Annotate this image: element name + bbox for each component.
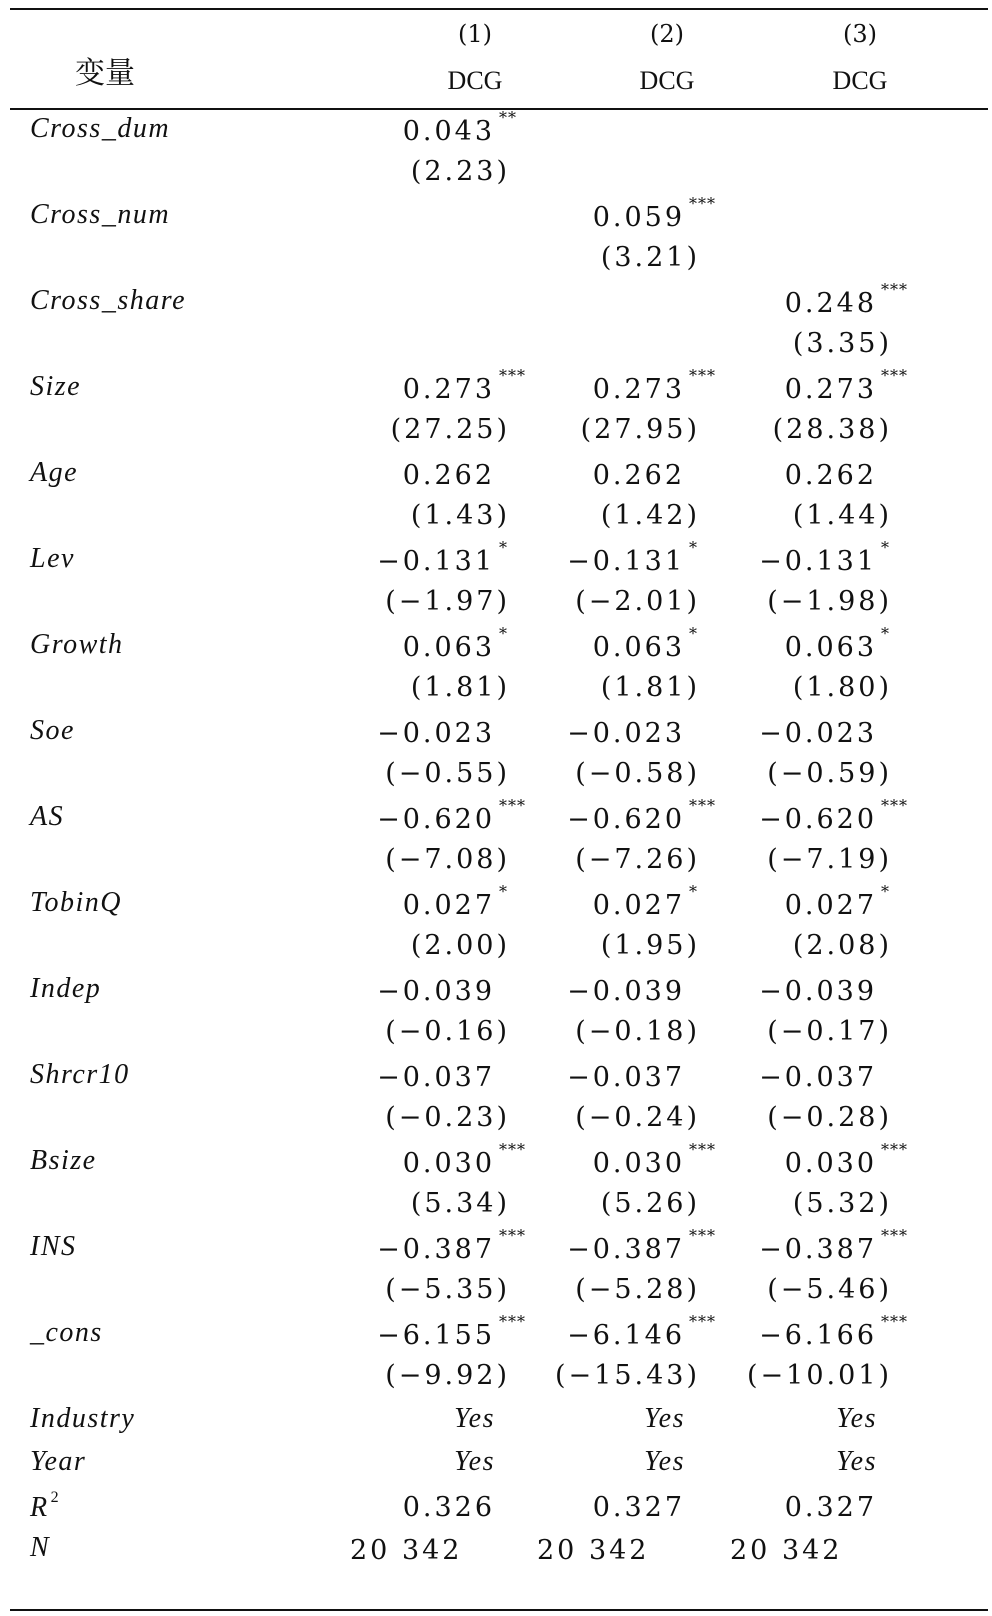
t-statistic: (−15.43) xyxy=(555,1360,700,1391)
t-statistic: (1.44) xyxy=(792,500,892,531)
t-statistic: (5.26) xyxy=(600,1188,700,1219)
significance-stars: *** xyxy=(499,1312,526,1331)
column-3-number: (3) xyxy=(843,20,877,48)
t-statistic: (−0.24) xyxy=(575,1102,700,1133)
variable-name: TobinQ xyxy=(30,887,123,918)
significance-stars: * xyxy=(689,538,698,557)
coefficient: 0.273 *** xyxy=(592,366,716,405)
variable-name: Shrcr10 xyxy=(30,1059,130,1090)
t-statistic: (1.81) xyxy=(600,672,700,703)
t-statistic: (5.32) xyxy=(792,1188,892,1219)
column-3-dependent: DCG xyxy=(832,66,888,95)
t-statistic: (28.38) xyxy=(772,414,892,445)
coefficient: −0.023 xyxy=(759,718,877,749)
observation-count: 20 342 xyxy=(730,1535,843,1566)
t-statistic: (5.34) xyxy=(410,1188,510,1219)
coefficient: −0.131 * xyxy=(567,538,698,577)
t-statistic: (−1.98) xyxy=(767,586,892,617)
t-statistic: (3.21) xyxy=(600,242,700,273)
statistic-label: R xyxy=(30,1492,49,1523)
coefficient: −0.039 xyxy=(759,976,877,1007)
significance-stars: *** xyxy=(689,1312,716,1331)
coefficient: −0.037 xyxy=(759,1062,877,1093)
significance-stars: ** xyxy=(499,108,517,127)
coefficient: −6.155 *** xyxy=(377,1312,526,1351)
coefficient: −0.131 * xyxy=(377,538,508,577)
coefficient: 0.273 *** xyxy=(402,366,526,405)
coefficient: 0.248 *** xyxy=(784,280,908,319)
t-statistic: (−1.97) xyxy=(385,586,510,617)
observation-count: 20 342 xyxy=(537,1535,650,1566)
significance-stars: *** xyxy=(499,796,526,815)
coefficient: 0.262 xyxy=(592,460,685,491)
t-statistic: (1.80) xyxy=(792,672,892,703)
superscript: 2 xyxy=(50,1489,61,1506)
significance-stars: *** xyxy=(689,1226,716,1245)
control-indicator: Yes xyxy=(836,1446,877,1477)
coefficient: 0.273 *** xyxy=(784,366,908,405)
t-statistic: (2.00) xyxy=(410,930,510,961)
significance-stars: *** xyxy=(689,366,716,385)
control-indicator: Yes xyxy=(454,1446,495,1477)
t-statistic: (27.25) xyxy=(390,414,510,445)
coefficient: 0.027 * xyxy=(784,882,890,921)
significance-stars: *** xyxy=(689,1140,716,1159)
column-1-dependent: DCG xyxy=(447,66,503,95)
statistic-value: 0.327 xyxy=(784,1492,877,1523)
significance-stars: *** xyxy=(881,366,908,385)
coefficient: 0.027 * xyxy=(592,882,698,921)
coefficient: −0.023 xyxy=(567,718,685,749)
t-statistic: (−0.28) xyxy=(767,1102,892,1133)
coefficient: 0.030 *** xyxy=(402,1140,526,1179)
t-statistic: (2.23) xyxy=(410,156,510,187)
coefficient: −0.131 * xyxy=(759,538,890,577)
significance-stars: * xyxy=(881,538,890,557)
statistic-name xyxy=(30,1532,50,1564)
t-statistic: (27.95) xyxy=(580,414,700,445)
coefficient: 0.030 *** xyxy=(592,1140,716,1179)
variable-name: AS xyxy=(30,801,65,832)
significance-stars: *** xyxy=(881,796,908,815)
t-statistic: (−0.17) xyxy=(767,1016,892,1047)
top-rule xyxy=(10,8,988,10)
coefficient: 0.030 *** xyxy=(784,1140,908,1179)
coefficient: 0.262 xyxy=(402,460,495,491)
coefficient: −0.037 xyxy=(377,1062,495,1093)
t-statistic: (−0.16) xyxy=(385,1016,510,1047)
control-indicator: Yes xyxy=(836,1403,877,1434)
column-2-dependent: DCG xyxy=(639,66,695,95)
statistic-name xyxy=(30,1489,60,1524)
significance-stars: *** xyxy=(499,366,526,385)
significance-stars: * xyxy=(499,882,508,901)
coefficient: −0.387 *** xyxy=(759,1226,908,1265)
t-statistic: (1.95) xyxy=(600,930,700,961)
variable-name: Soe xyxy=(30,715,75,746)
t-statistic: (−5.46) xyxy=(767,1274,892,1305)
coefficient: −0.039 xyxy=(567,976,685,1007)
t-statistic: (−5.28) xyxy=(575,1274,700,1305)
significance-stars: * xyxy=(499,624,508,643)
variable-name: INS xyxy=(30,1231,77,1262)
coefficient: −0.023 xyxy=(377,718,495,749)
statistic-value: 0.326 xyxy=(402,1492,495,1523)
t-statistic: (−0.23) xyxy=(385,1102,510,1133)
coefficient: −0.620 *** xyxy=(567,796,716,835)
t-statistic: (−7.26) xyxy=(575,844,700,875)
significance-stars: *** xyxy=(689,194,716,213)
bottom-rule xyxy=(10,1609,988,1611)
coefficient: −6.166 *** xyxy=(759,1312,908,1351)
significance-stars: *** xyxy=(689,796,716,815)
coefficient: −0.387 *** xyxy=(567,1226,716,1265)
t-statistic: (−0.59) xyxy=(767,758,892,789)
significance-stars: * xyxy=(689,882,698,901)
control-indicator: Yes xyxy=(644,1403,685,1434)
t-statistic: (−7.19) xyxy=(767,844,892,875)
variable-name: Age xyxy=(30,457,79,488)
coefficient: −0.620 *** xyxy=(377,796,526,835)
t-statistic: (−2.01) xyxy=(575,586,700,617)
significance-stars: * xyxy=(499,538,508,557)
variable-name: Lev xyxy=(30,543,75,574)
coefficient: 0.043 ** xyxy=(402,108,517,147)
coefficient: −6.146 *** xyxy=(567,1312,716,1351)
coefficient: 0.063 * xyxy=(402,624,508,663)
significance-stars: * xyxy=(881,882,890,901)
t-statistic: (2.08) xyxy=(792,930,892,961)
observation-count: 20 342 xyxy=(350,1535,463,1566)
coefficient: 0.063 * xyxy=(592,624,698,663)
variable-header: 变量 xyxy=(75,56,135,91)
significance-stars: * xyxy=(689,624,698,643)
column-2-number: (2) xyxy=(650,20,684,48)
significance-stars: *** xyxy=(881,280,908,299)
statistic-label: N xyxy=(30,1532,51,1563)
t-statistic: (−9.92) xyxy=(385,1360,510,1391)
variable-name: Cross_num xyxy=(30,199,171,230)
significance-stars: *** xyxy=(499,1226,526,1245)
coefficient: 0.027 * xyxy=(402,882,508,921)
coefficient: 0.063 * xyxy=(784,624,890,663)
coefficient: 0.059 *** xyxy=(592,194,716,233)
coefficient: −0.620 *** xyxy=(759,796,908,835)
t-statistic: (1.43) xyxy=(410,500,510,531)
variable-name: Growth xyxy=(30,629,124,660)
variable-name: Indep xyxy=(30,973,102,1004)
variable-name: Cross_dum xyxy=(30,113,171,144)
significance-stars: *** xyxy=(881,1140,908,1159)
variable-name: Size xyxy=(30,371,82,402)
significance-stars: * xyxy=(881,624,890,643)
significance-stars: *** xyxy=(881,1312,908,1331)
t-statistic: (1.81) xyxy=(410,672,510,703)
control-indicator: Yes xyxy=(644,1446,685,1477)
significance-stars: *** xyxy=(881,1226,908,1245)
statistic-value: 0.327 xyxy=(592,1492,685,1523)
control-name: Year xyxy=(30,1446,87,1477)
control-indicator: Yes xyxy=(454,1403,495,1434)
control-name: Industry xyxy=(30,1403,136,1434)
variable-name: Cross_share xyxy=(30,285,187,316)
t-statistic: (−10.01) xyxy=(747,1360,892,1391)
coefficient: −0.037 xyxy=(567,1062,685,1093)
t-statistic: (1.42) xyxy=(600,500,700,531)
t-statistic: (3.35) xyxy=(792,328,892,359)
column-1-number: (1) xyxy=(458,20,492,48)
variable-name: Bsize xyxy=(30,1145,97,1176)
t-statistic: (−0.58) xyxy=(575,758,700,789)
t-statistic: (−5.35) xyxy=(385,1274,510,1305)
coefficient: −0.387 *** xyxy=(377,1226,526,1265)
t-statistic: (−0.18) xyxy=(575,1016,700,1047)
t-statistic: (−0.55) xyxy=(385,758,510,789)
coefficient: −0.039 xyxy=(377,976,495,1007)
variable-name: _cons xyxy=(30,1317,103,1348)
significance-stars: *** xyxy=(499,1140,526,1159)
coefficient: 0.262 xyxy=(784,460,877,491)
t-statistic: (−7.08) xyxy=(385,844,510,875)
